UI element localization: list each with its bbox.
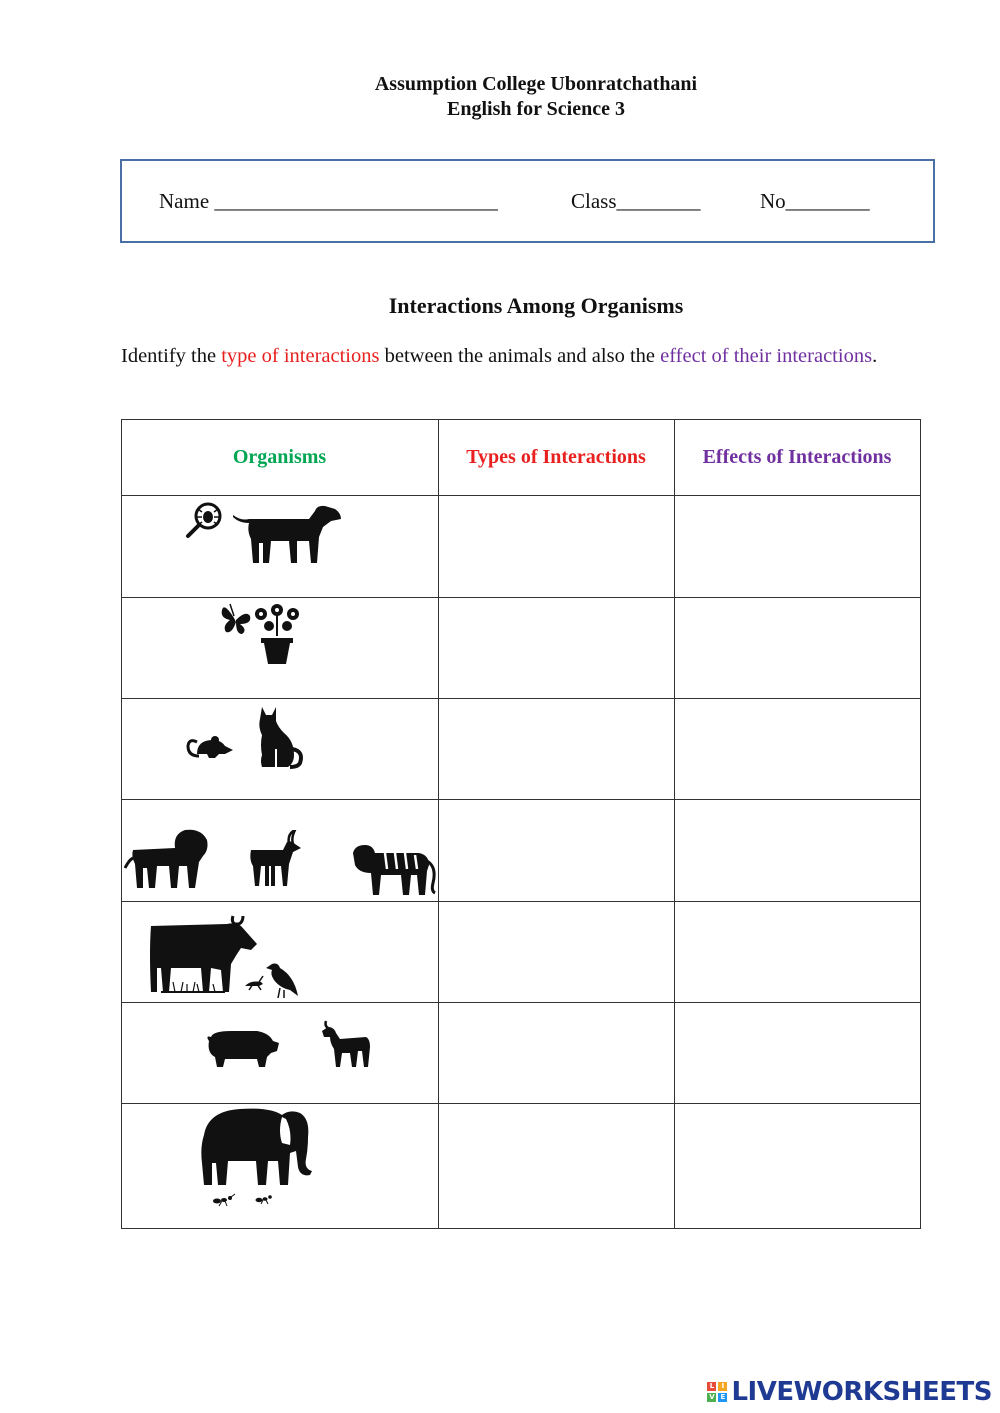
effects-cell-3[interactable] [676, 700, 919, 798]
logo-badge-letter: I [718, 1382, 727, 1391]
logo-badge [707, 1382, 727, 1402]
effects-cell-1[interactable] [676, 497, 919, 596]
goat-icon [320, 1019, 372, 1069]
tiger-icon [351, 843, 437, 897]
instructions-text-2: between the animals and also the [379, 345, 661, 367]
effects-cell-2[interactable] [676, 599, 919, 697]
table-line [121, 1103, 921, 1104]
logo-badge-letter: E [718, 1393, 727, 1402]
tick-magnifier-icon [184, 500, 226, 540]
header [0, 72, 1000, 122]
instructions-text-3: . [872, 345, 878, 367]
instructions [121, 345, 877, 368]
logo-text: LIVEWORKSHEETS [731, 1377, 992, 1407]
logo-badge-letter: V [709, 1393, 715, 1401]
antelope-icon [247, 830, 303, 888]
types-cell-5[interactable] [440, 903, 673, 1001]
table-line [121, 597, 921, 598]
table-line [121, 419, 122, 1229]
effects-cell-5[interactable] [676, 903, 919, 1001]
course-name: English for Science 3 [447, 98, 625, 120]
instructions-text-1: Identify the [121, 345, 222, 367]
mouse-icon [185, 730, 235, 760]
table-line [121, 1228, 921, 1229]
liveworksheets-logo [707, 1377, 992, 1407]
flower-pot-icon [251, 602, 303, 664]
dog-icon [231, 503, 343, 565]
effects-cell-6[interactable] [676, 1004, 919, 1102]
header-effects: Effects of Interactions [702, 446, 892, 468]
name-field[interactable]: Name ___________________________ [159, 189, 498, 213]
student-info-box [120, 159, 935, 243]
types-cell-3[interactable] [440, 700, 673, 798]
table-line [920, 419, 921, 1229]
class-field[interactable]: Class________ [571, 189, 701, 213]
types-cell-1[interactable] [440, 497, 673, 596]
types-cell-2[interactable] [440, 599, 673, 697]
header-types: Types of Interactions [466, 446, 646, 468]
table-line [121, 495, 921, 496]
types-cell-7[interactable] [440, 1105, 673, 1227]
table-line [121, 1002, 921, 1003]
table-line [438, 419, 439, 1229]
effects-cell-7[interactable] [676, 1105, 919, 1227]
cat-icon [254, 705, 304, 769]
header-organisms: Organisms [232, 446, 327, 468]
butterfly-icon [220, 600, 252, 636]
logo-badge-letter: L [707, 1382, 716, 1391]
pig-icon [203, 1027, 279, 1069]
effects-cell-4[interactable] [676, 801, 919, 900]
types-cell-6[interactable] [440, 1004, 673, 1102]
table-line [121, 901, 921, 902]
instructions-highlight-effect: effect of their interactions [660, 345, 873, 367]
bird-icon [264, 960, 300, 1000]
instructions-highlight-type: type of interactions [221, 345, 380, 367]
table-line [674, 419, 675, 1229]
lion-icon [123, 828, 209, 890]
table-line [121, 419, 921, 420]
types-cell-4[interactable] [440, 801, 673, 900]
table-line [121, 799, 921, 800]
ants-icon [211, 1192, 275, 1208]
page-title: Interactions Among Organisms [388, 293, 684, 318]
grasshopper-icon [243, 974, 265, 992]
table-line [121, 698, 921, 699]
school-name: Assumption College Ubonratchathani [374, 73, 698, 95]
elephant-icon [200, 1107, 314, 1187]
no-field[interactable]: No________ [760, 189, 870, 213]
